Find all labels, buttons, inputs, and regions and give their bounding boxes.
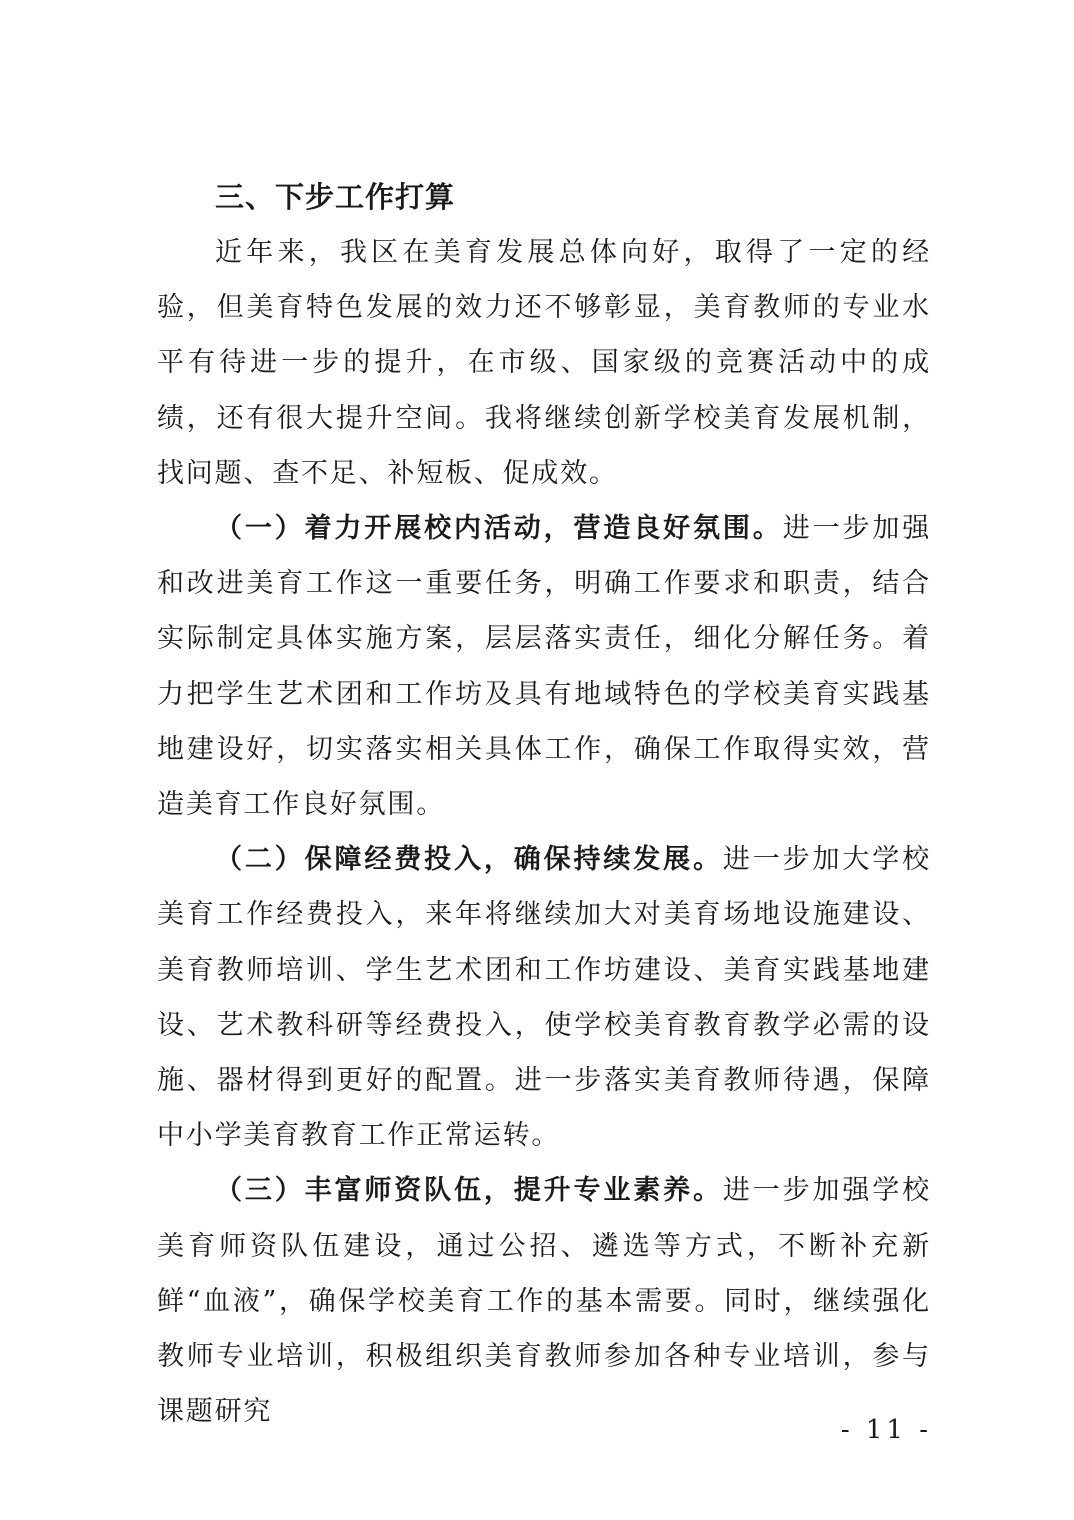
paragraph-item-3-body: 进一步加强学校美育师资队伍建设，通过公招、遴选等方式，不断补充新鲜“血液”，确保学校美育工作的基本需要。同时，继续强化教师专业培训，积极组织美育教师参加各种专业培训，参与课题研究 (157, 1175, 931, 1428)
section-heading: 三、下步工作打算 (215, 180, 456, 214)
paragraph-item-3 (157, 1163, 931, 1439)
paragraph-item-1-body: 进一步加强和改进美育工作这一重要任务，明确工作要求和职责，结合实际制定具体实施方案，层层落实责任，细化分解任务。着力把学生艺术团和工作坊及具有地域特色的学校美育实践基地建设好，切实落实相关具体工作，确保工作取得实效，营造美育工作良好氛围。 (157, 513, 931, 821)
paragraph-item-3-lead: （三）丰富师资队伍，提升专业素养。 (215, 1175, 723, 1207)
page-number: - 11 - (840, 1415, 932, 1445)
intro-paragraph: 近年来，我区在美育发展总体向好，取得了一定的经验，但美育特色发展的效力还不够彰显，美育教师的专业水平有待进一步的提升，在市级、国家级的竞赛活动中的成绩，还有很大提升空间。我将继续创新学校美育发展机制，找问题、查不足、补短板、促成效。 (157, 237, 931, 489)
paragraph-item-1 (157, 501, 931, 832)
paragraph-item-2-body: 进一步加大学校美育工作经费投入，来年将继续加大对美育场地设施建设、美育教师培训、学生艺术团和工作坊建设、美育实践基地建设、艺术教科研等经费投入，使学校美育教育教学必需的设施、器材得到更好的配置。进一步落实美育教师待遇，保障中小学美育教育工作正常运转。 (157, 844, 931, 1152)
paragraph-item-1-lead: （一）着力开展校内活动，营造良好氛围。 (215, 513, 783, 545)
paragraph-item-2-lead: （二）保障经费投入，确保持续发展。 (215, 844, 723, 876)
paragraph-item-2 (157, 832, 931, 1163)
document-body (157, 170, 931, 1439)
